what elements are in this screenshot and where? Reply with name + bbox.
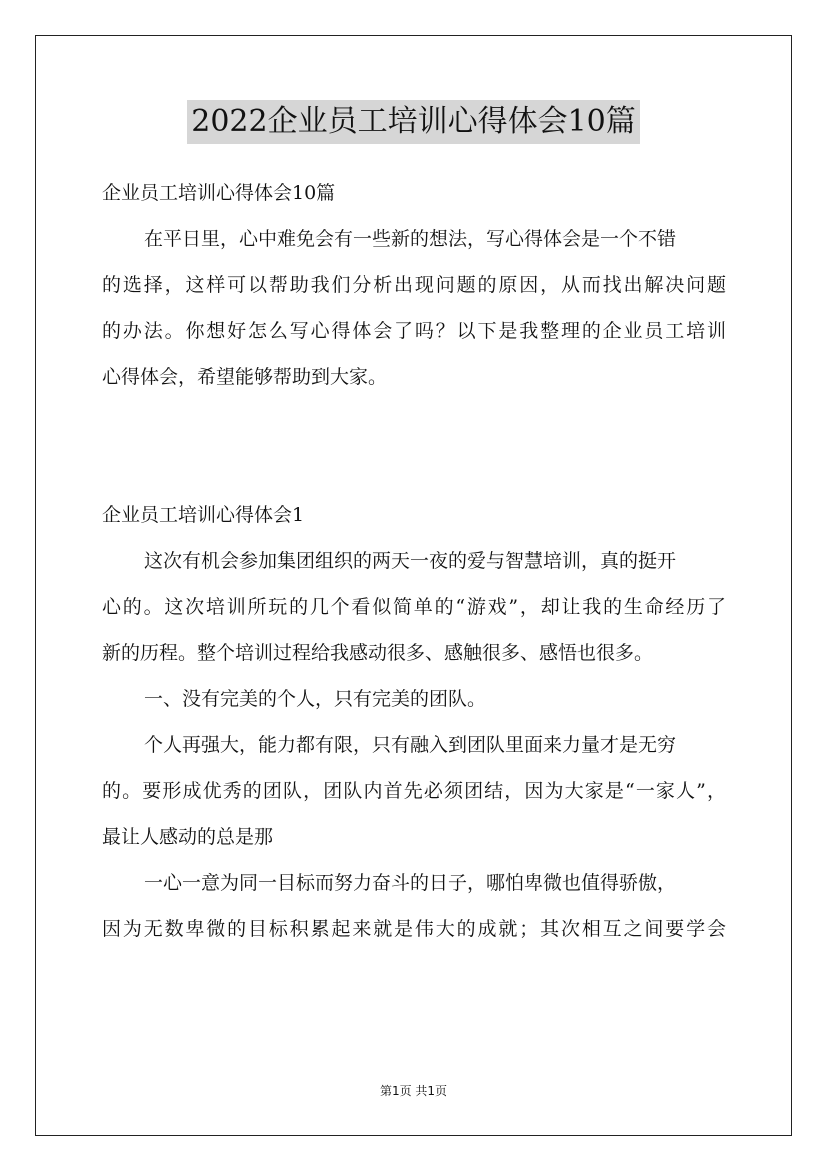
intro-line: 在平日里，心中难免会有一些新的想法，写心得体会是一个不错 (144, 228, 677, 250)
section-line: 新的历程。整个培训过程给我感动很多、感触很多、感悟也很多。 (102, 642, 654, 664)
section-line: 一心一意为同一目标而努力奋斗的日子，哪怕卑微也值得骄傲， (144, 872, 677, 894)
section-line: 个人再强大，能力都有限，只有融入到团队里面来力量才是无穷 (144, 734, 677, 756)
section-line: 这次有机会参加集团组织的两天一夜的爱与智慧培训，真的挺开 (144, 550, 677, 572)
page-footer: 第1页 共1页 (379, 1084, 448, 1098)
section-line: 因为无数卑微的目标积累起来就是伟大的成就；其次相互之间要学会 (102, 918, 726, 940)
intro-line: 的办法。你想好怎么写心得体会了吗？以下是我整理的企业员工培训 (102, 320, 726, 342)
intro-line: 心得体会，希望能够帮助到大家。 (102, 366, 388, 388)
section-line: 一、没有完美的个人，只有完美的团队。 (144, 688, 487, 710)
paragraph-gap (102, 406, 726, 498)
intro-line: 的选择，这样可以帮助我们分析出现问题的原因，从而找出解决问题 (102, 274, 726, 296)
section-line: 心的。这次培训所玩的几个看似简单的“游戏”，却让我的生命经历了 (102, 596, 726, 618)
section-line: 的。要形成优秀的团队，团队内首先必须团结，因为大家是“一家人”， (102, 780, 726, 802)
document-body (102, 176, 726, 958)
title-wrap (0, 100, 827, 144)
section-heading: 企业员工培训心得体会1 (102, 504, 305, 526)
document-subtitle: 企业员工培训心得体会10篇 (102, 182, 336, 204)
section-line: 最让人感动的总是那 (102, 826, 274, 848)
document-title: 2022企业员工培训心得体会10篇 (187, 100, 640, 144)
